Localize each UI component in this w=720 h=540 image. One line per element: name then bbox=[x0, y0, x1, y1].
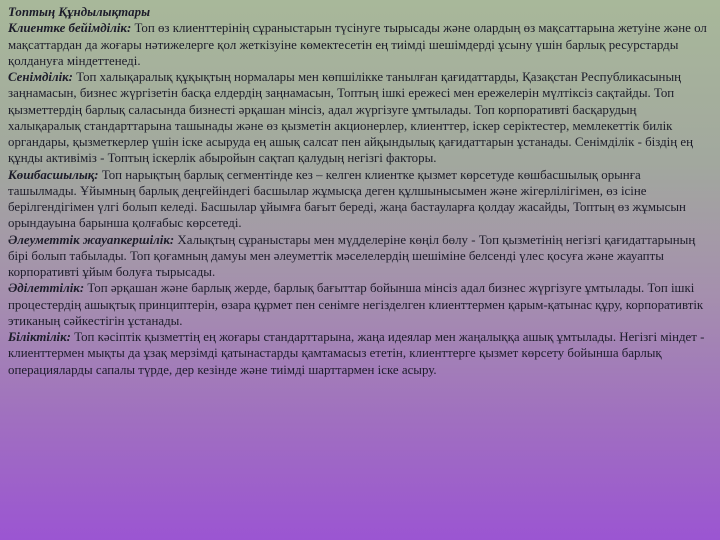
term-leadership: Көшбасшылық: bbox=[8, 167, 99, 182]
paragraph-social-responsibility bbox=[8, 232, 712, 281]
text-reliability: Топ халықаралық құқықтың нормалары мен көпшілікке танылған қағидаттарды, Қазақстан Республикасының заңнамасын, бизнес жүргізетін басқа елдердің заңнамасын, Топтың ішкі ережесі мен ережелерін мүлтіксіз сақтайды. Топ қызметтердің барлық саласында бизнесті әрқашан мінсіз, адал жүргізуге ұмтылады. Топ корпоративті басқарудың халықаралық стандарттарына ташынады және өз қызметін акционерлер, клиенттер, іскер серіктестер, мемлекеттік билік органдары, қызметкерлер үшін іске асыруда ең ашық салсат пен айқындылық қағидаттарын ұстанады. Сенімділік - біздің ең құнды активіміз - Топтың іскерлік абыройын сақтап қалудың негізгі факторы. bbox=[8, 70, 694, 166]
paragraph-client-focus bbox=[8, 20, 712, 69]
term-fairness: Әділеттілік: bbox=[8, 281, 85, 296]
text-social-responsibility: Халықтың сұраныстары мен мүдделеріне көңіл бөлу - Топ қызметінің негізгі қағидаттарының бірі болып табылады. Топ қоғамның дамуы мен әлеуметтік мәселелердің шешіміне белсенді үлес қосуға және жауапты корпоративті ұйым болуға тырысады. bbox=[8, 232, 696, 279]
paragraph-fairness bbox=[8, 280, 712, 329]
term-client-focus: Клиентке бейімділік: bbox=[8, 21, 132, 36]
values-slide bbox=[8, 4, 712, 378]
paragraph-competence bbox=[8, 329, 712, 378]
paragraph-leadership bbox=[8, 167, 712, 232]
text-client-focus: Топ өз клиенттерінің сұраныстарын түсінуге тырысады және олардың өз мақсаттарына жетуіне және ол мақсаттардан да жоғары нәтижелерге қол жеткізуіне көмектесетін ең тиімді шешімдерді ұсыну үшін барлық ресурстарды қолдануға міндеттенеді. bbox=[8, 21, 707, 68]
paragraph-reliability bbox=[8, 69, 712, 167]
text-fairness: Топ әрқашан және барлық жерде, барлық бағыттар бойынша мінсіз адал бизнес жүргізуге ұмтылады. Топ ішкі процестердің ашықтық принциптерін, өзара құрмет пен сенімге негізделген клиенттермен қарым-қатынас құру, корпоративтік этиканың сәйкестігін ұстанады. bbox=[8, 281, 704, 328]
slide-title: Топтың Құндылықтары bbox=[8, 5, 151, 19]
text-competence: Топ кәсіптік қызметтің ең жоғары стандарттарына, жаңа идеялар мен жаңалыққа ашық ұмтылады. Негізгі міндет - клиенттермен мықты да ұзақ мерзімді қатынастарды қамтамасыз ететін, клиенттерге қызмет көрсету бойынша барлық операцияларды сапалы түрде, дер кезінде және тиімді шарттармен іске асыру. bbox=[8, 330, 705, 377]
term-competence: Біліктілік: bbox=[8, 330, 71, 344]
term-reliability: Сенімділік: bbox=[8, 70, 73, 84]
term-social-responsibility: Әлеуметтік жауапкершілік: bbox=[8, 232, 175, 247]
text-leadership: Топ нарықтың барлық сегментінде кез – келген клиентке қызмет көрсетуде көшбасшылық орынға ташылмады. Ұйымның барлық деңгейіндегі басшылар жұмысқа деген құлшынысымен және жігерлілігімен, өз ісіне берілгендігімен үлгі болып келеді. Басшылар ұйымға бағыт береді, жаңа бастауларға қолдау жасайды, Топтың өз жұмысын орындауына барынша қолғабыс көрсетеді. bbox=[8, 167, 686, 231]
